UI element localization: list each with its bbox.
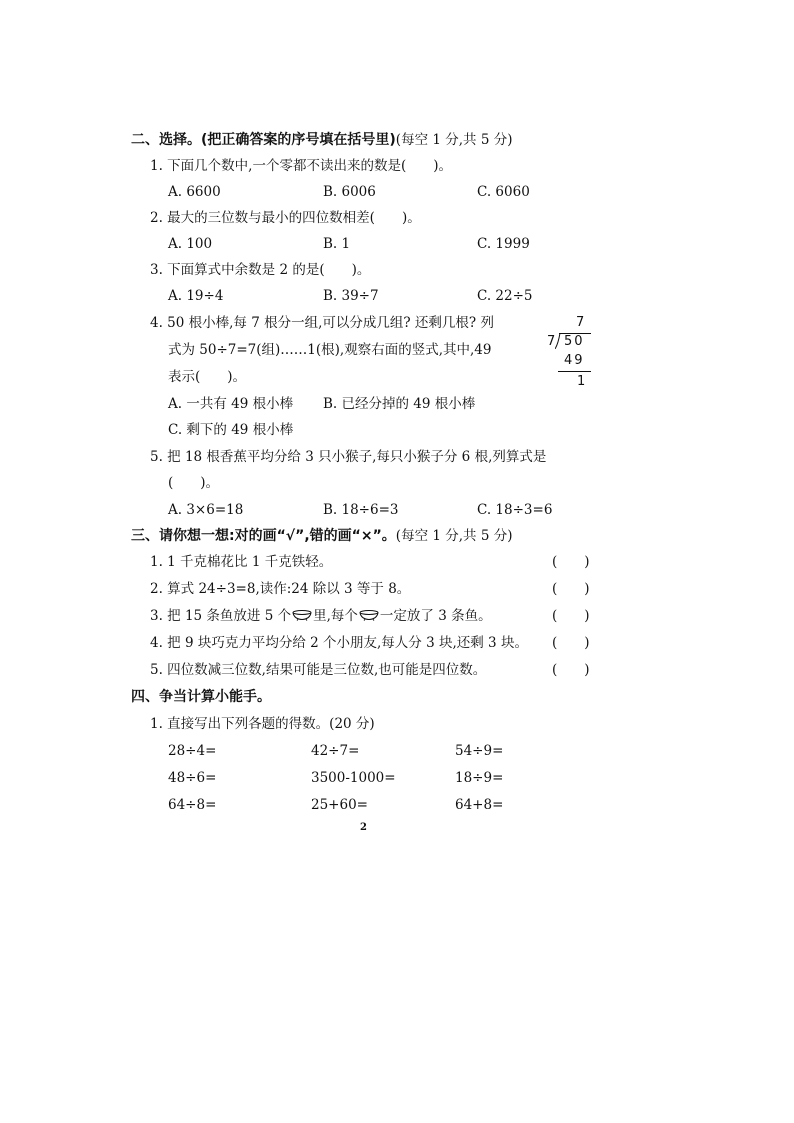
judge-answer-blank-1[interactable]: ( ) — [552, 554, 590, 570]
division-subtract-line — [558, 371, 591, 372]
question-2-2: 2. 最大的三位数与最小的四位数相差( )。 — [150, 210, 421, 226]
calc-item: 3500-1000= — [311, 770, 396, 786]
section-2-score-note: (每空 1 分,共 5 分) — [395, 132, 513, 148]
question-2-3-option-a: A. 19÷4 — [168, 288, 224, 304]
question-2-2-option-a: A. 100 — [168, 236, 213, 252]
question-2-5-option-a: A. 3×6=18 — [168, 502, 244, 518]
section-4-question-1: 1. 直接写出下列各题的得数。(20 分) — [150, 716, 375, 732]
question-2-4-line-1: 4. 50 根小棒,每 7 根分一组,可以分成几组? 还剩几根? 列 — [150, 315, 494, 331]
judge-item-3-part-3: 一定放了 3 条鱼。 — [379, 608, 492, 624]
judge-item-4: 4. 把 9 块巧克力平均分给 2 个小朋友,每人分 3 块,还剩 3 块。 — [150, 635, 528, 651]
question-2-4-option-a: A. 一共有 49 根小棒 — [168, 396, 294, 412]
judge-answer-blank-5[interactable]: ( ) — [552, 662, 590, 678]
calc-item: 64÷8= — [168, 797, 217, 813]
section-2-title — [131, 131, 512, 149]
judge-item-1: 1. 1 千克棉花比 1 千克铁轻。 — [150, 554, 333, 570]
calc-item: 64+8= — [455, 797, 504, 813]
question-2-3-option-c: C. 22÷5 — [477, 288, 533, 304]
question-2-1-option-b: B. 6006 — [323, 184, 376, 200]
question-2-1: 1. 下面几个数中,一个零都不读出来的数是( )。 — [150, 158, 452, 174]
bowl-icon — [359, 608, 379, 619]
question-2-4-line-2: 式为 50÷7=7(组)……1(根),观察右面的竖式,其中,49 — [168, 342, 492, 358]
judge-item-3 — [150, 607, 492, 625]
division-quotient: 7 — [576, 315, 585, 330]
question-2-3: 3. 下面算式中余数是 2 的是( )。 — [150, 262, 371, 278]
division-product: 49 — [564, 353, 585, 368]
long-division — [546, 316, 592, 394]
question-2-3-option-b: B. 39÷7 — [323, 288, 379, 304]
judge-item-3-part-1: 3. 把 15 条鱼放进 5 个 — [150, 608, 292, 624]
calc-item: 18÷9= — [455, 770, 504, 786]
division-bracket — [555, 333, 559, 349]
bowl-icon — [292, 608, 312, 619]
calc-item: 48÷6= — [168, 770, 217, 786]
judge-answer-blank-2[interactable]: ( ) — [552, 581, 590, 597]
calc-item: 25+60= — [311, 797, 368, 813]
calc-item: 28÷4= — [168, 743, 217, 759]
question-2-5-option-b: B. 18÷6=3 — [323, 502, 399, 518]
judge-answer-blank-4[interactable]: ( ) — [552, 635, 590, 651]
calc-item: 54÷9= — [455, 743, 504, 759]
judge-item-2: 2. 算式 24÷3=8,读作:24 除以 3 等于 8。 — [150, 581, 411, 597]
question-2-5-line-1: 5. 把 18 根香蕉平均分给 3 只小猴子,每只小猴子分 6 根,列算式是 — [150, 449, 547, 465]
division-dividend: 50 — [564, 334, 585, 349]
question-2-1-option-c: C. 6060 — [477, 184, 530, 200]
calc-item: 42÷7= — [311, 743, 360, 759]
question-2-2-option-c: C. 1999 — [477, 236, 530, 252]
question-2-4-option-b: B. 已经分掉的 49 根小棒 — [323, 396, 476, 412]
question-2-2-option-b: B. 1 — [323, 236, 351, 252]
judge-item-5: 5. 四位数减三位数,结果可能是三位数,也可能是四位数。 — [150, 662, 487, 678]
section-3-score-note: (每空 1 分,共 5 分) — [395, 528, 513, 544]
section-2-heading: 二、选择。(把正确答案的序号填在括号里) — [131, 132, 396, 148]
section-3-title — [131, 527, 512, 545]
division-divisor: 7 — [547, 334, 556, 349]
division-remainder: 1 — [577, 374, 586, 389]
judge-answer-blank-3[interactable]: ( ) — [552, 608, 590, 624]
section-4-title: 四、争当计算小能手。 — [131, 689, 271, 705]
judge-item-3-part-2: 里,每个 — [313, 608, 358, 624]
page-number: 2 — [360, 822, 367, 833]
section-3-heading: 三、请你想一想:对的画“√”,错的画“×”。 — [131, 528, 396, 544]
question-2-4-line-3: 表示( )。 — [168, 369, 247, 385]
question-2-1-option-a: A. 6600 — [168, 184, 221, 200]
question-2-4-option-c: C. 剩下的 49 根小棒 — [168, 422, 294, 438]
question-2-5-option-c: C. 18÷3=6 — [477, 502, 553, 518]
question-2-5-line-2: ( )。 — [168, 475, 220, 491]
